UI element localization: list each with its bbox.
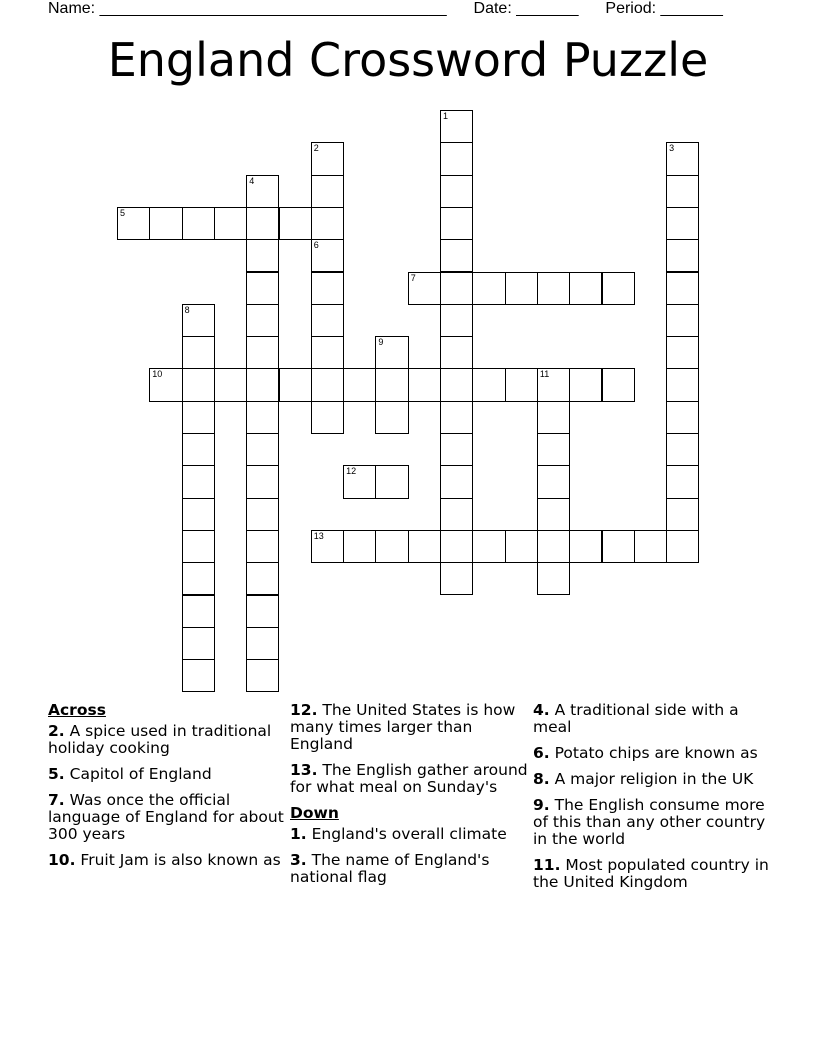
clue-across-2: 2. A spice used in traditional holiday cooking — [48, 722, 272, 757]
grid-cell[interactable] — [472, 530, 505, 563]
grid-cell[interactable] — [246, 272, 279, 305]
clue-across-10: 10. Fruit Jam is also known as — [48, 851, 281, 869]
grid-cell[interactable] — [666, 272, 699, 305]
grid-cell[interactable] — [440, 368, 473, 401]
grid-cell-5[interactable] — [117, 207, 150, 240]
grid-cell[interactable] — [246, 595, 279, 628]
grid-cell[interactable] — [279, 207, 312, 240]
grid-cell[interactable] — [246, 465, 279, 498]
grid-cell[interactable] — [537, 433, 570, 466]
clue-across-5: 5. Capitol of England — [48, 765, 212, 783]
puzzle-title: England Crossword Puzzle — [107, 33, 709, 87]
grid-cell[interactable] — [634, 530, 667, 563]
grid-cell-12[interactable] — [343, 465, 376, 498]
grid-cell[interactable] — [246, 239, 279, 272]
grid-cell[interactable] — [246, 498, 279, 531]
clues-column-3 — [533, 702, 773, 900]
grid-cell[interactable] — [149, 207, 182, 240]
grid-cell[interactable] — [505, 272, 538, 305]
clue-down-6: 6. Potato chips are known as — [533, 744, 758, 762]
grid-cell[interactable] — [666, 336, 699, 369]
grid-cell[interactable] — [182, 368, 215, 401]
grid-cell-9[interactable] — [375, 336, 408, 369]
clue-number: 6 — [313, 240, 319, 251]
grid-cell[interactable] — [246, 207, 279, 240]
grid-cell-7[interactable] — [408, 272, 441, 305]
grid-cell[interactable] — [440, 304, 473, 337]
grid-cell[interactable] — [440, 530, 473, 563]
grid-cell-11[interactable] — [537, 368, 570, 401]
grid-cell[interactable] — [666, 401, 699, 434]
grid-cell[interactable] — [182, 595, 215, 628]
grid-cell[interactable] — [279, 368, 312, 401]
grid-cell[interactable] — [602, 272, 635, 305]
grid-cell[interactable] — [182, 562, 215, 595]
clue-down-8: 8. A major religion in the UK — [533, 770, 754, 788]
grid-cell[interactable] — [375, 368, 408, 401]
grid-cell[interactable] — [214, 368, 247, 401]
grid-cell[interactable] — [311, 368, 344, 401]
grid-cell[interactable] — [214, 207, 247, 240]
grid-cell[interactable] — [537, 530, 570, 563]
grid-cell-4[interactable] — [246, 175, 279, 208]
grid-cell[interactable] — [440, 272, 473, 305]
grid-cell[interactable] — [182, 336, 215, 369]
grid-cell[interactable] — [246, 368, 279, 401]
grid-cell[interactable] — [343, 368, 376, 401]
clue-number: 5 — [120, 207, 126, 218]
clue-number: 3 — [669, 143, 675, 154]
grid-cell[interactable] — [440, 562, 473, 595]
grid-cell[interactable] — [311, 336, 344, 369]
clue-number: 7 — [410, 272, 416, 283]
grid-cell[interactable] — [602, 368, 635, 401]
grid-cell[interactable] — [182, 433, 215, 466]
clues-column-1 — [48, 702, 288, 878]
down-heading: Down — [290, 804, 339, 822]
grid-cell[interactable] — [440, 433, 473, 466]
clue-number: 12 — [346, 466, 357, 477]
grid-cell[interactable] — [246, 304, 279, 337]
grid-cell[interactable] — [666, 207, 699, 240]
grid-cell-10[interactable] — [149, 368, 182, 401]
period-field[interactable]: Period: _______ — [605, 0, 723, 17]
grid-cell[interactable] — [472, 368, 505, 401]
grid-cell[interactable] — [408, 530, 441, 563]
grid-cell-3[interactable] — [666, 142, 699, 175]
grid-cell[interactable] — [666, 304, 699, 337]
grid-cell[interactable] — [246, 627, 279, 660]
grid-cell[interactable] — [537, 272, 570, 305]
grid-cell[interactable] — [666, 175, 699, 208]
grid-cell[interactable] — [182, 401, 215, 434]
grid-cell[interactable] — [375, 530, 408, 563]
clue-down-4: 4. A traditional side with a meal — [533, 701, 739, 736]
grid-cell[interactable] — [311, 401, 344, 434]
grid-cell[interactable] — [440, 207, 473, 240]
grid-cell[interactable] — [569, 368, 602, 401]
grid-cell[interactable] — [311, 304, 344, 337]
grid-cell[interactable] — [182, 659, 215, 692]
grid-cell-13[interactable] — [311, 530, 344, 563]
grid-cell[interactable] — [311, 207, 344, 240]
grid-cell[interactable] — [246, 433, 279, 466]
clue-number: 13 — [313, 530, 324, 541]
grid-cell[interactable] — [246, 336, 279, 369]
grid-cell[interactable] — [602, 530, 635, 563]
grid-cell[interactable] — [246, 659, 279, 692]
clue-number: 1 — [443, 111, 449, 121]
grid-cell[interactable] — [440, 401, 473, 434]
grid-cell[interactable] — [569, 530, 602, 563]
grid-cell[interactable] — [375, 401, 408, 434]
grid-cell[interactable] — [246, 562, 279, 595]
grid-cell[interactable] — [505, 368, 538, 401]
grid-cell[interactable] — [666, 530, 699, 563]
date-field[interactable]: Date: _______ — [473, 0, 579, 17]
grid-cell[interactable] — [182, 498, 215, 531]
grid-cell[interactable] — [666, 433, 699, 466]
grid-cell[interactable] — [440, 239, 473, 272]
clue-number: 2 — [313, 143, 319, 154]
clue-number: 4 — [249, 175, 255, 186]
grid-cell[interactable] — [440, 175, 473, 208]
grid-cell[interactable] — [182, 627, 215, 660]
clue-number: 11 — [539, 369, 550, 380]
grid-cell-6[interactable] — [311, 239, 344, 272]
clue-number: 10 — [152, 369, 163, 380]
grid-cell[interactable] — [537, 401, 570, 434]
grid-cell[interactable] — [666, 498, 699, 531]
grid-cell[interactable] — [666, 368, 699, 401]
grid-cell-2[interactable] — [311, 142, 344, 175]
grid-cell[interactable] — [408, 368, 441, 401]
clue-down-11: 11. Most populated country in the United Kingdom — [533, 856, 769, 891]
clue-across-7: 7. Was once the official language of England for about 300 years — [48, 791, 284, 843]
grid-cell[interactable] — [246, 530, 279, 563]
grid-cell[interactable] — [505, 530, 538, 563]
grid-cell[interactable] — [440, 465, 473, 498]
grid-cell[interactable] — [311, 175, 344, 208]
grid-cell[interactable] — [537, 562, 570, 595]
grid-cell[interactable] — [472, 272, 505, 305]
clue-across-13: 13. The English gather around for what meal on Sunday's — [290, 761, 528, 796]
grid-cell[interactable] — [375, 465, 408, 498]
grid-cell[interactable] — [343, 530, 376, 563]
grid-cell[interactable] — [537, 498, 570, 531]
clues-column-2 — [290, 702, 530, 895]
grid-cell[interactable] — [440, 142, 473, 175]
clue-down-3: 3. The name of England's national flag — [290, 851, 490, 886]
grid-cell[interactable] — [666, 465, 699, 498]
grid-cell[interactable] — [182, 530, 215, 563]
clue-down-9: 9. The English consume more of this than any other country in the world — [533, 796, 766, 848]
name-field[interactable]: Name: _______________________________________ — [48, 0, 447, 17]
clue-across-12: 12. The United States is how many times larger than England — [290, 701, 516, 753]
grid-cell-1[interactable] — [440, 110, 473, 143]
grid-cell[interactable] — [440, 336, 473, 369]
grid-cell[interactable] — [311, 272, 344, 305]
grid-cell[interactable] — [537, 465, 570, 498]
grid-cell-8[interactable] — [182, 304, 215, 337]
across-heading: Across — [48, 701, 106, 719]
grid-cell[interactable] — [440, 498, 473, 531]
clue-number: 9 — [378, 337, 384, 348]
clue-number: 8 — [184, 304, 190, 315]
grid-cell[interactable] — [182, 465, 215, 498]
clue-down-1: 1. England's overall climate — [290, 825, 507, 843]
grid-cell[interactable] — [666, 239, 699, 272]
grid-cell[interactable] — [182, 207, 215, 240]
grid-cell[interactable] — [569, 272, 602, 305]
grid-cell[interactable] — [246, 401, 279, 434]
